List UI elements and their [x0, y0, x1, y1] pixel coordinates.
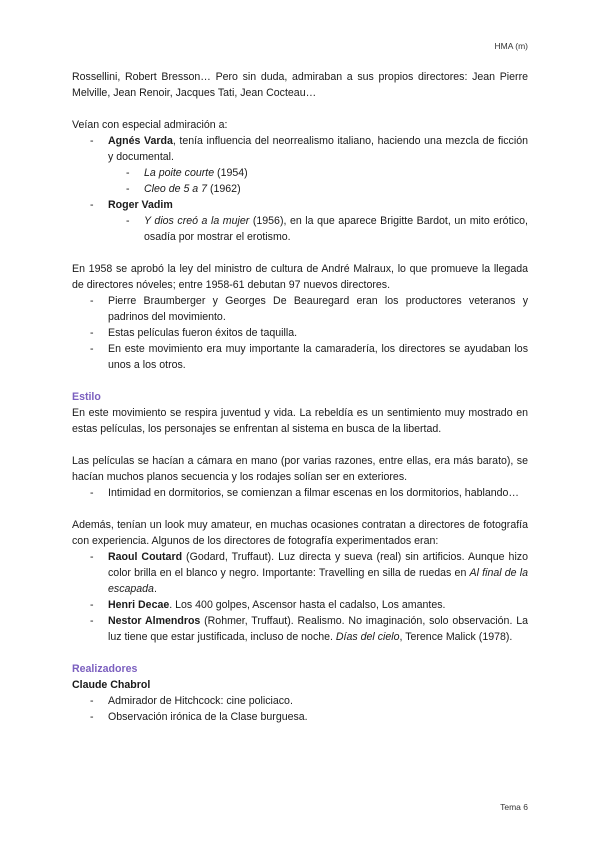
photographer-name: Nestor Almendros — [108, 615, 201, 627]
estilo-heading: Estilo — [72, 391, 101, 403]
photographer-desc: . Los 400 golpes, Ascensor hasta el cadalso, Los amantes. — [169, 599, 446, 611]
list-item: - Intimidad en dormitorios, se comienzan a filmar escenas en los dormitorios, hablando… — [72, 485, 528, 501]
intro-paragraph: Rossellini, Robert Bresson… Pero sin duda, admiraban a sus propios directores: Jean Pierre Melville, Jean Renoir, Jacques Tati, Jean Cocteau… — [72, 71, 528, 99]
varda-films — [72, 165, 528, 197]
varda-name: Agnés Varda — [108, 135, 173, 147]
photographer-name: Henri Decae — [108, 599, 170, 611]
film-title: Y dios creó a la mujer — [144, 215, 250, 227]
estilo-list — [72, 485, 528, 501]
list-item: - Observación irónica de la Clase burguesa. — [72, 709, 528, 725]
chabrol-list — [72, 693, 528, 725]
law-list — [72, 293, 528, 373]
photographer-desc-end: , Terence Malick (1978). — [399, 631, 513, 643]
photographer-desc: (Rohmer, Truffaut). Realismo. No imaginación, solo observación. La luz tiene que estar justificada, incluso de noche. — [108, 615, 528, 643]
admired-intro: Veían con especial admiración a: — [72, 119, 228, 131]
film-title: Al final de la escapada — [108, 567, 528, 595]
list-item — [72, 181, 528, 197]
film-year: (1954) — [214, 167, 248, 179]
page-content — [72, 69, 528, 725]
vadim-films — [72, 213, 528, 245]
estilo-paragraph-3: Además, tenían un look muy amateur, en muchas ocasiones contratan a directores de fotografía con experiencia. Algunos de los directores de fotografía experimentados eran: — [72, 519, 528, 547]
list-item-varda — [72, 133, 528, 197]
law-paragraph: En 1958 se aprobó la ley del ministro de cultura de André Malraux, lo que promueve la llegada de directores nóveles; entre 1958-61 debutan 97 nuevos directores. — [72, 263, 528, 291]
list-item — [72, 165, 528, 181]
list-item-decae — [72, 597, 528, 613]
film-title: Días del cielo — [335, 631, 400, 643]
list-item: - Estas películas fueron éxitos de taquilla. — [72, 325, 528, 341]
list-item: - En este movimiento era muy importante la camaradería, los directores se ayudaban los unos a los otros. — [72, 341, 528, 373]
film-desc: (1956), en la que aparece Brigitte Bardot, un mito erótico, osadía por mostrar el erotismo. — [144, 215, 528, 243]
varda-desc: , tenía influencia del neorrealismo italiano, haciendo una mezcla de ficción y documental. — [108, 135, 528, 163]
film-title: Cleo de 5 a 7 — [144, 183, 208, 195]
estilo-paragraph-2: Las películas se hacían a cámara en mano (por varias razones, entre ellas, era más barato), se hacían muchos planos secuencia y los rodajes solían ser en exteriores. — [72, 455, 528, 483]
list-item: - Pierre Braumberger y Georges De Beauregard eran los productores veteranos y padrinos del movimiento. — [72, 293, 528, 325]
photographer-desc: (Godard, Truffaut). Luz directa y sueva (real) sin artificios. Aunque hizo color brilla en el blanco y negro. Importante: Travelling en silla de ruedas en — [108, 551, 528, 579]
list-item — [72, 213, 528, 245]
vadim-name: Roger Vadim — [108, 199, 173, 211]
film-year: (1962) — [207, 183, 241, 195]
realizadores-heading: Realizadores — [72, 663, 138, 675]
list-item: - Admirador de Hitchcock: cine policiaco. — [72, 693, 528, 709]
list-item-vadim — [72, 197, 528, 245]
punctuation: . — [153, 583, 157, 595]
estilo-paragraph-1: En este movimiento se respira juventud y vida. La rebeldía es un sentimiento muy mostrado en estas películas, los personajes se enfrentan al sistema en busca de la libertad. — [72, 407, 528, 435]
photographers-list — [72, 549, 528, 645]
film-title: La poite courte — [144, 167, 215, 179]
list-item-almendros — [72, 613, 528, 645]
page-header: HMA (m) — [494, 41, 528, 51]
admired-list — [72, 133, 528, 245]
page-footer: Tema 6 — [500, 802, 528, 812]
photographer-name: Raoul Coutard — [108, 551, 183, 563]
list-item-coutard — [72, 549, 528, 597]
chabrol-heading: Claude Chabrol — [72, 679, 151, 691]
